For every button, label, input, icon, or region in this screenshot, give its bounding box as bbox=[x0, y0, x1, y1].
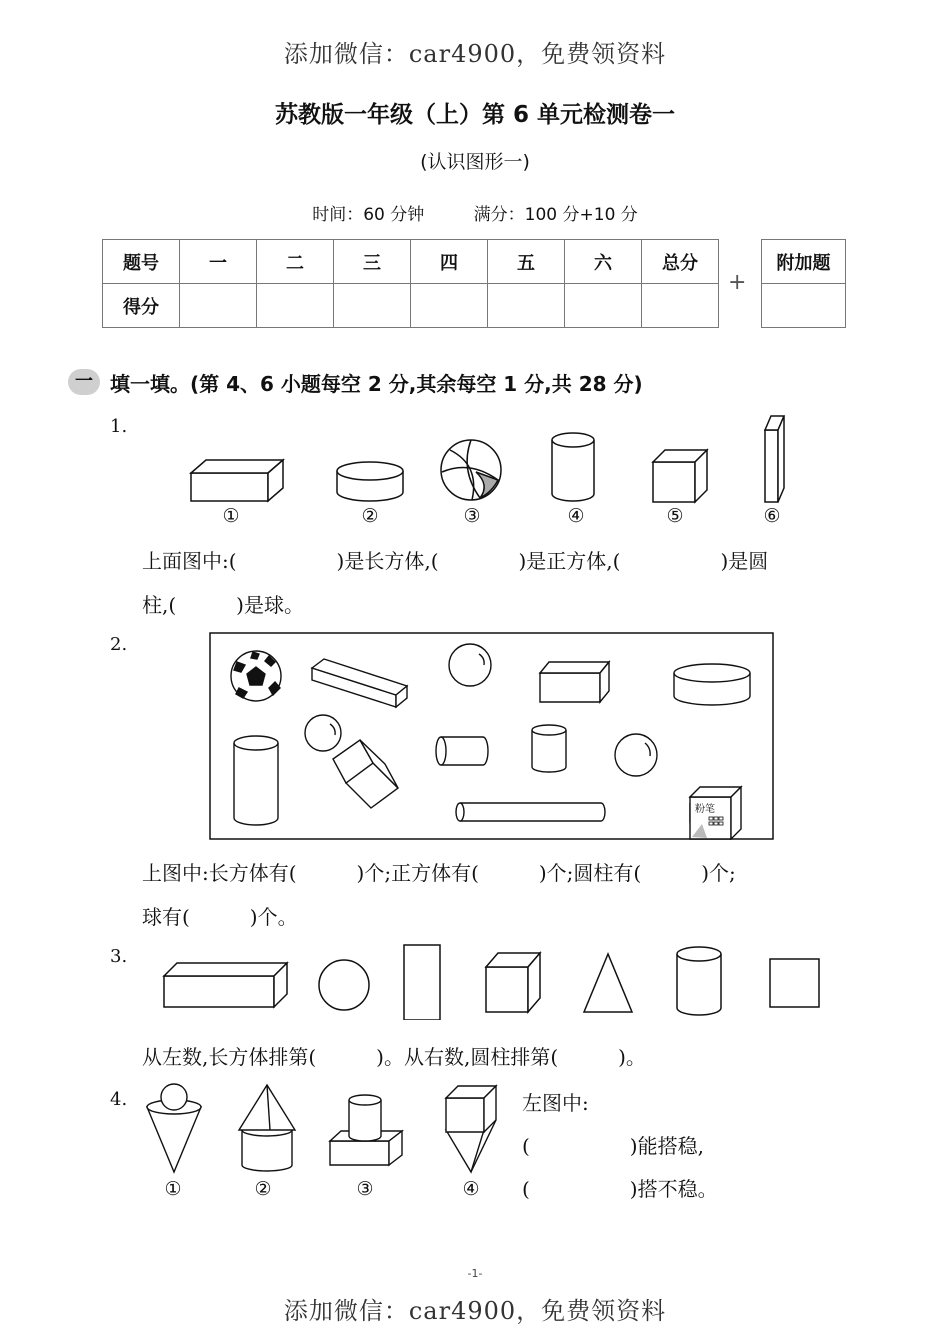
question-2-number: 2. bbox=[110, 634, 128, 655]
page-title: 苏教版一年级（上）第 6 单元检测卷一 bbox=[274, 102, 676, 128]
q4-text-line-2: ( )能搭稳, bbox=[522, 1134, 704, 1158]
q2-long-cuboid bbox=[312, 659, 407, 707]
q3-text-line-1: 从左数,长方体排第( )。从右数,圆柱排第( )。 bbox=[142, 1045, 646, 1069]
q4-text-line-3: ( )搭不稳。 bbox=[522, 1177, 718, 1201]
q2-long-rod bbox=[456, 803, 605, 821]
time-text: 时间：60 分钟 bbox=[312, 205, 425, 225]
q3-shape-circle bbox=[319, 960, 369, 1010]
q2-cuboid bbox=[540, 662, 609, 702]
score-cell: 题号 bbox=[103, 240, 180, 284]
q2-text-line-1: 上图中:长方体有( )个;正方体有( )个;圆柱有( )个; bbox=[142, 861, 736, 885]
score-input-cell[interactable] bbox=[334, 284, 411, 328]
score-cell: 二 bbox=[257, 240, 334, 284]
section-title: 填一填。(第 4、6 小题每空 2 分,其余每空 1 分,共 28 分) bbox=[110, 372, 643, 396]
score-cell: 三 bbox=[334, 240, 411, 284]
q1-shape-6-tall-prism bbox=[765, 416, 784, 502]
q1-label-1: ① bbox=[222, 505, 240, 527]
q3-shapes-figure bbox=[160, 938, 825, 1020]
q2-tall-cylinder bbox=[234, 736, 278, 825]
q1-text-line-1: 上面图中:( )是长方体,( )是正方体,( )是圆 bbox=[142, 549, 769, 573]
q2-small-cylinder bbox=[532, 725, 566, 772]
q4-label-2: ② bbox=[254, 1178, 272, 1200]
score-cell: 四 bbox=[411, 240, 488, 284]
question-1-number: 1. bbox=[110, 416, 128, 437]
q4-label-1: ① bbox=[164, 1178, 182, 1200]
chalk-box-label: 粉笔 bbox=[695, 804, 715, 815]
q4-shape-2-cone-on-cylinder bbox=[239, 1085, 295, 1171]
q2-wide-cylinder bbox=[674, 664, 750, 705]
score-row-label: 得分 bbox=[103, 284, 180, 328]
page-number: -1- bbox=[467, 1267, 483, 1280]
question-4-number: 4. bbox=[110, 1089, 128, 1110]
score-input-cell[interactable] bbox=[488, 284, 565, 328]
score-input-cell[interactable] bbox=[642, 284, 719, 328]
score-input-cell[interactable] bbox=[180, 284, 257, 328]
score-input-cell[interactable] bbox=[411, 284, 488, 328]
q2-horizontal-cylinder bbox=[436, 737, 488, 765]
watermark-bottom: 添加微信：car4900，免费领资料 bbox=[283, 1297, 667, 1325]
q1-shape-4-cylinder bbox=[552, 433, 594, 501]
extra-score-table bbox=[761, 239, 846, 328]
score-cell: 六 bbox=[565, 240, 642, 284]
q3-shape-cylinder bbox=[677, 947, 721, 1015]
extra-header: 附加题 bbox=[762, 240, 846, 284]
q2-tilted-cube bbox=[333, 740, 398, 808]
watermark-top: 添加微信：car4900，免费领资料 bbox=[283, 40, 667, 68]
q1-shape-1-cuboid bbox=[191, 460, 283, 501]
score-cell: 一 bbox=[180, 240, 257, 284]
score-table-score-row bbox=[103, 284, 719, 328]
score-input-cell[interactable] bbox=[257, 284, 334, 328]
q3-shape-square bbox=[770, 959, 819, 1007]
q4-shape-4-cube-on-cone bbox=[446, 1086, 496, 1172]
full-score-text: 满分：100 分+10 分 bbox=[473, 205, 638, 225]
q4-label-3: ③ bbox=[356, 1178, 374, 1200]
q4-shape-3-cylinder-on-cuboid bbox=[330, 1095, 402, 1165]
q4-text-line-1: 左图中: bbox=[522, 1091, 589, 1115]
q4-shapes-figure bbox=[140, 1080, 510, 1180]
q1-shape-5-cube bbox=[653, 450, 707, 502]
score-table-header-row bbox=[103, 240, 719, 284]
q1-label-4: ④ bbox=[567, 505, 585, 527]
q1-label-6: ⑥ bbox=[763, 505, 781, 527]
q2-text-line-2: 球有( )个。 bbox=[142, 905, 298, 929]
plus-sign: + bbox=[728, 270, 747, 295]
score-cell: 总分 bbox=[642, 240, 719, 284]
time-score-line bbox=[0, 200, 950, 225]
q3-shape-cuboid bbox=[164, 963, 287, 1007]
score-cell: 五 bbox=[488, 240, 565, 284]
extra-score-cell[interactable] bbox=[762, 284, 846, 328]
page-subtitle: (认识图形一) bbox=[420, 151, 530, 173]
section-badge: 一 bbox=[68, 369, 100, 395]
q1-text-line-2: 柱,( )是球。 bbox=[142, 593, 304, 617]
question-3-number: 3. bbox=[110, 946, 128, 967]
q2-chalk-box bbox=[690, 787, 741, 840]
score-table bbox=[102, 239, 719, 328]
q3-shape-cube bbox=[486, 953, 540, 1012]
q3-shape-triangle bbox=[584, 954, 632, 1012]
q4-shape-1-ball-on-cone bbox=[147, 1084, 201, 1172]
q3-shape-rectangle bbox=[404, 945, 440, 1020]
q1-shape-3-ball bbox=[441, 440, 501, 500]
q2-shapes-figure bbox=[209, 632, 774, 840]
q1-shape-2-cylinder bbox=[337, 462, 403, 501]
q4-label-4: ④ bbox=[462, 1178, 480, 1200]
q1-label-2: ② bbox=[361, 505, 379, 527]
score-input-cell[interactable] bbox=[565, 284, 642, 328]
q1-label-5: ⑤ bbox=[666, 505, 684, 527]
q2-soccer-ball bbox=[231, 651, 281, 701]
q1-shapes-figure bbox=[180, 410, 820, 510]
q1-label-3: ③ bbox=[463, 505, 481, 527]
